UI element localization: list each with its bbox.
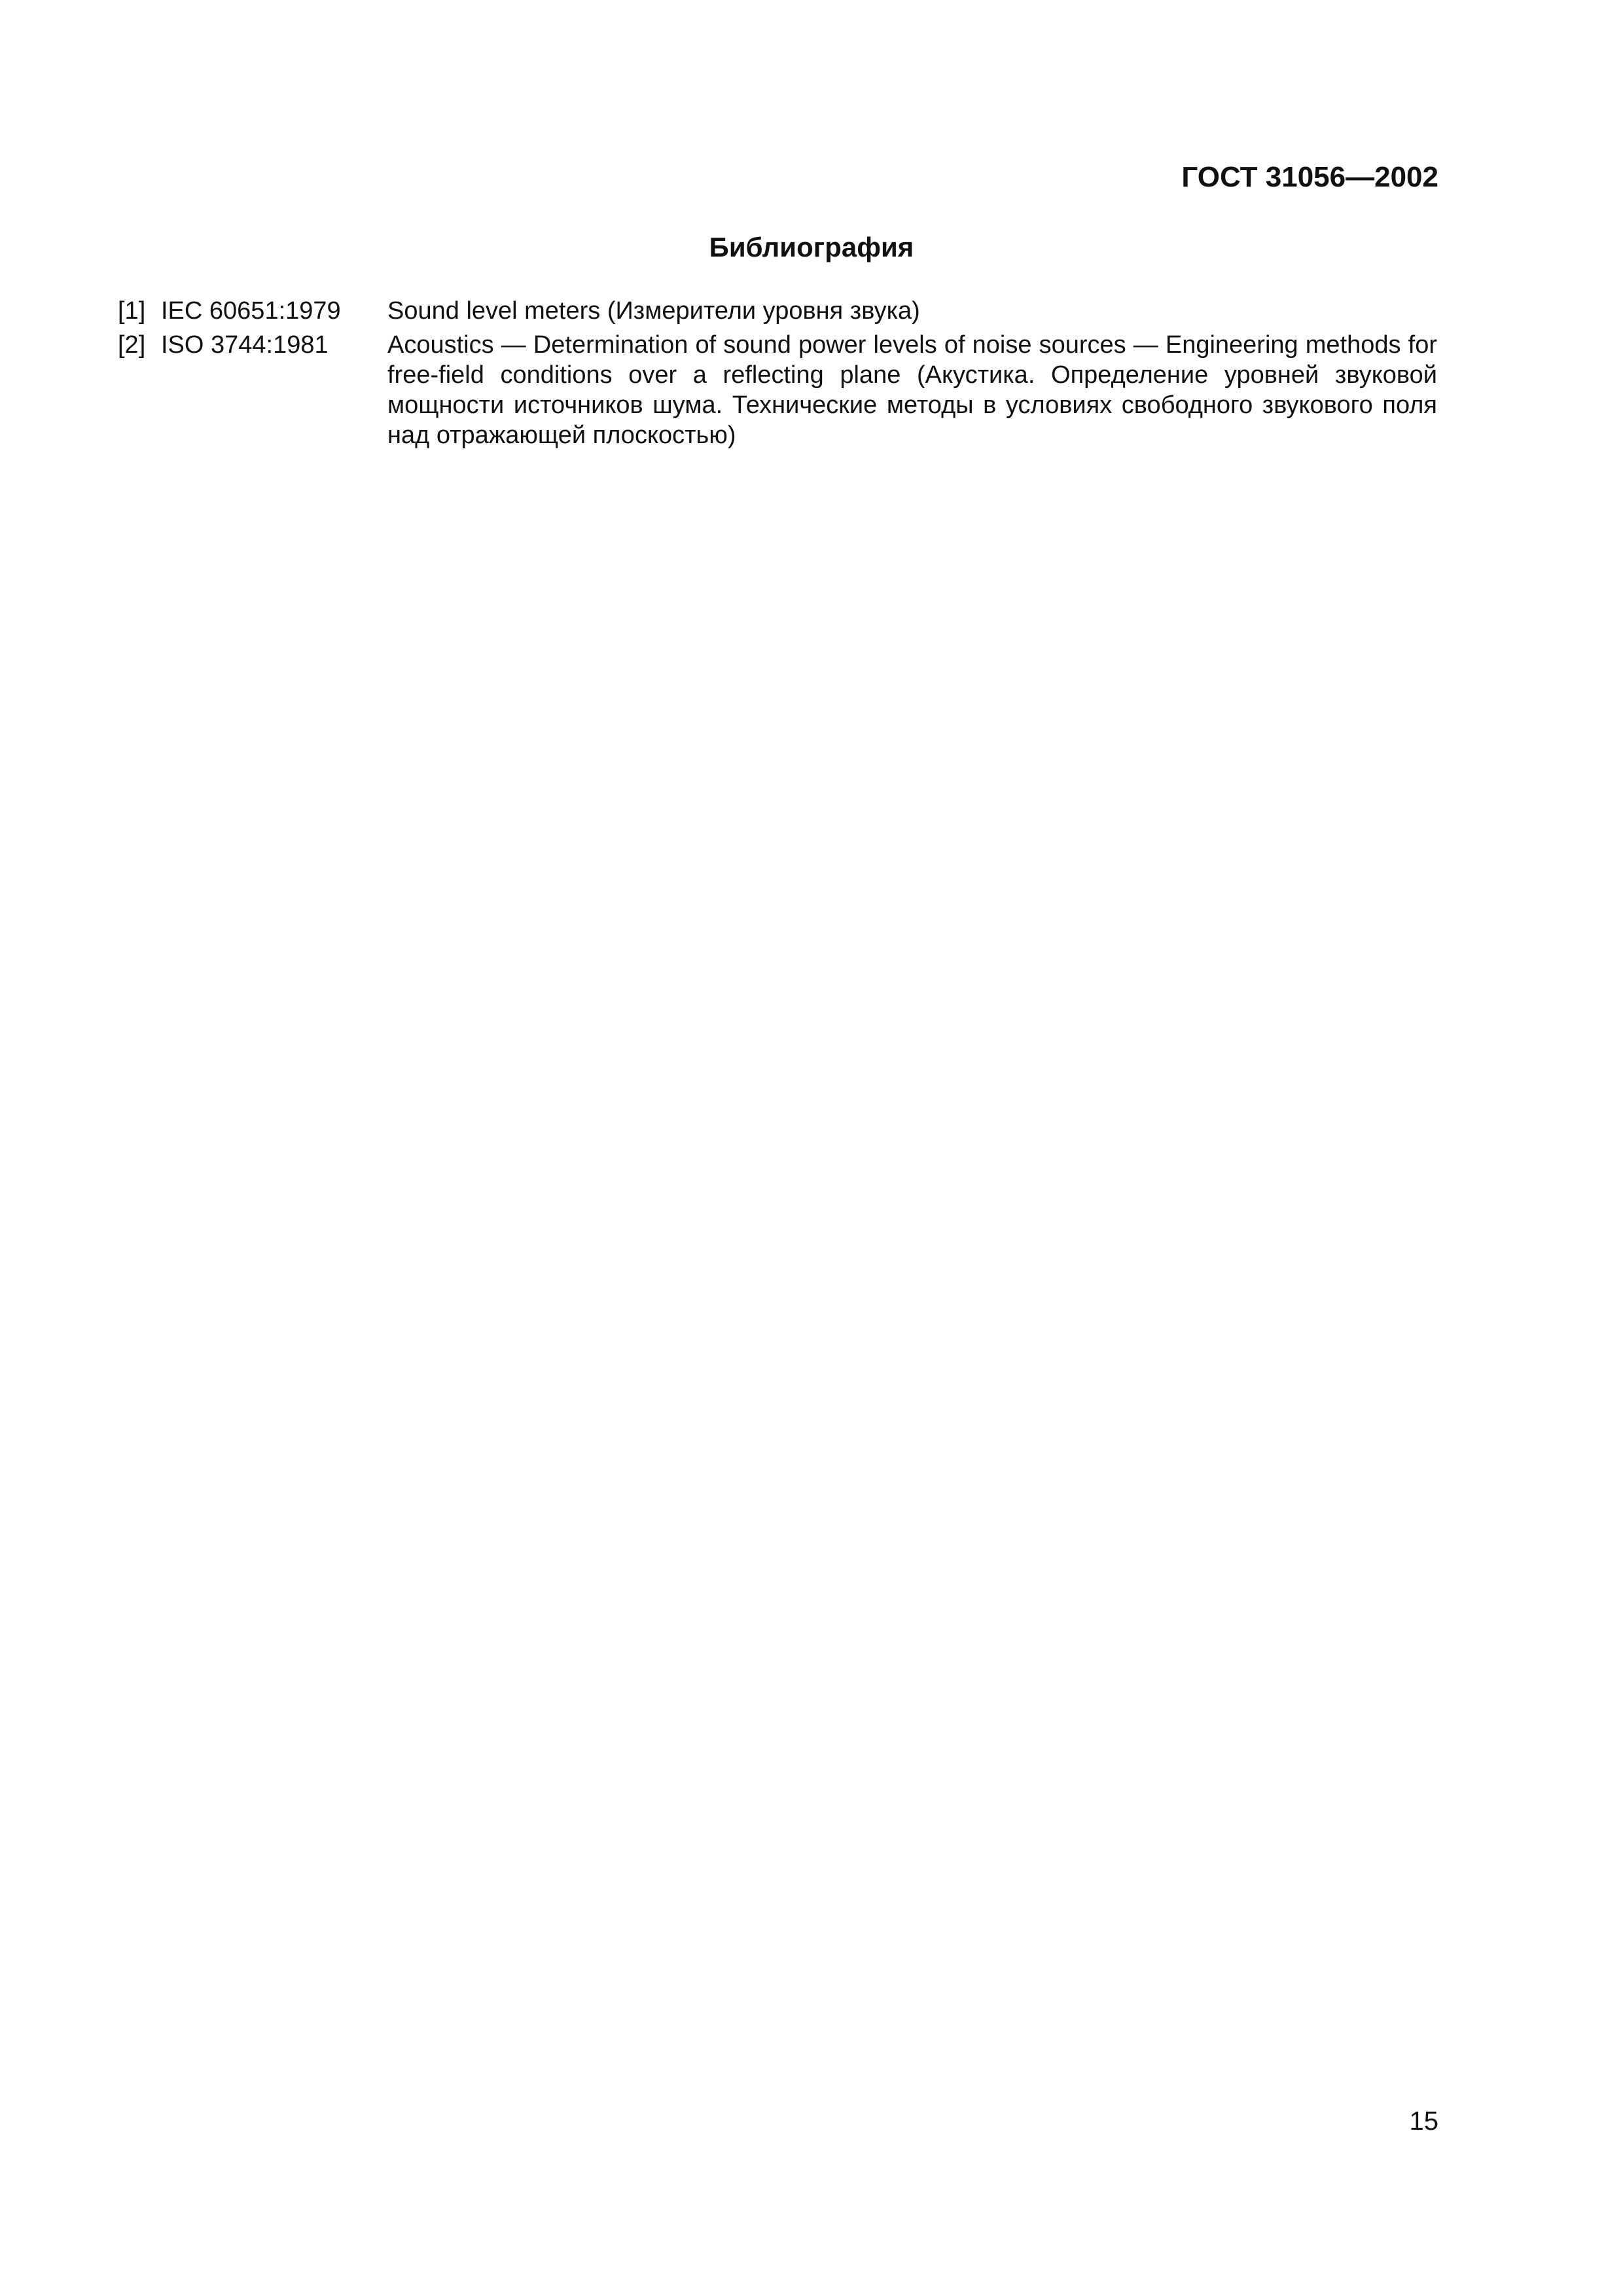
page-number: 15 [1409,2107,1438,2136]
entry-number: [1] [118,297,146,325]
bibliography-title: Библиография [709,232,914,262]
bibliography-list [118,296,1437,454]
entry-number: [2] [118,331,146,359]
bibliography-entry [118,296,1437,326]
entry-standard-code: ISO 3744:1981 [161,331,329,359]
bibliography-entry [118,330,1437,450]
entry-standard-code: IEC 60651:1979 [161,297,341,325]
entry-description: Sound level meters (Измерители уровня звука) [387,297,920,325]
entry-description: Acoustics — Determination of sound power levels of noise sources — Engineering methods for free-field conditions over a reflecting plane (Акустика. Определение уровней звуковой мощности источников шума. Технические методы в условиях свободного звукового поля над отражающей плоскостью) [387,331,1437,449]
document-code: ГОСТ 31056—2002 [1181,161,1438,193]
